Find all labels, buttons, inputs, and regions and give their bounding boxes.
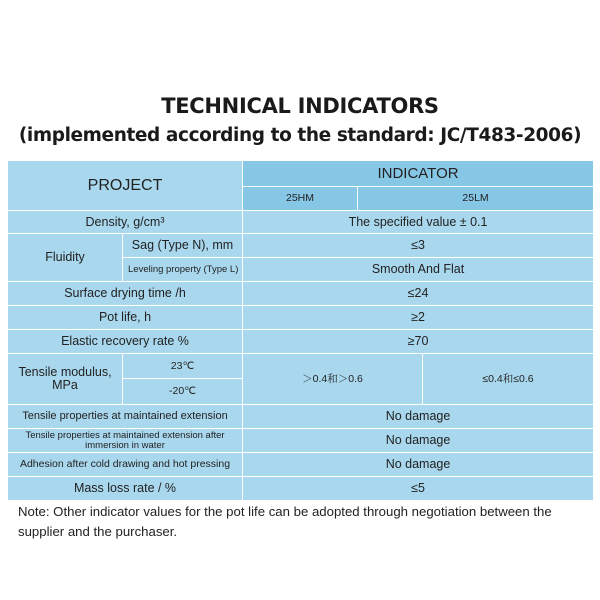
page-subtitle: (implemented according to the standard: JC/T483-2006): [18, 125, 582, 146]
grade-25lm: 25LM: [358, 187, 594, 211]
table-row: [8, 234, 594, 258]
surface-drying-label: Surface drying time /h: [8, 282, 243, 306]
mass-loss-label: Mass loss rate / %: [8, 477, 243, 501]
density-value: The specified value ± 0.1: [243, 211, 594, 234]
pot-life-label: Pot life, h: [8, 306, 243, 330]
adhesion-label: Adhesion after cold drawing and hot pressing: [8, 453, 243, 477]
elastic-recovery-value: ≥70: [243, 330, 594, 354]
temp-23-label: 23℃: [123, 354, 243, 379]
page-title: TECHNICAL INDICATORS: [161, 94, 439, 118]
grade-25hm: 25HM: [243, 187, 358, 211]
table-header-row: [8, 161, 594, 187]
after-immersion-label: Tensile properties at maintained extension after immersion in water: [8, 429, 243, 453]
leveling-value: Smooth And Flat: [243, 258, 594, 282]
after-immersion-value: No damage: [243, 429, 594, 453]
table-row: [8, 405, 594, 429]
adhesion-value: No damage: [243, 453, 594, 477]
mass-loss-value: ≤5: [243, 477, 594, 501]
table-row: [8, 282, 594, 306]
table-row: [8, 477, 594, 501]
project-header: PROJECT: [8, 161, 243, 211]
tensile-modulus-lm-value: ≤0.4和≤0.6: [423, 354, 594, 405]
table-row: [8, 330, 594, 354]
footnote: Note: Other indicator values for the pot life can be adopted through negotiation between the supplier and the purchaser.: [18, 504, 552, 539]
elastic-recovery-label: Elastic recovery rate %: [8, 330, 243, 354]
table-row: [8, 354, 594, 379]
indicator-header: INDICATOR: [243, 161, 594, 187]
maintained-extension-label: Tensile properties at maintained extension: [8, 405, 243, 429]
table-row: [8, 306, 594, 330]
density-label: Density, g/cm³: [8, 211, 243, 234]
tensile-modulus-hm-value: ＞0.4和＞0.6: [243, 354, 423, 405]
technical-indicators-table: [7, 160, 594, 501]
table-row: [8, 429, 594, 453]
tensile-modulus-label: Tensile modulus, MPa: [8, 354, 123, 405]
leveling-label: Leveling property (Type L): [123, 258, 243, 282]
temp-minus20-label: -20℃: [123, 379, 243, 405]
table-row: [8, 211, 594, 234]
fluidity-label: Fluidity: [8, 234, 123, 282]
maintained-extension-value: No damage: [243, 405, 594, 429]
sag-label: Sag (Type N), mm: [123, 234, 243, 258]
surface-drying-value: ≤24: [243, 282, 594, 306]
sag-value: ≤3: [243, 234, 594, 258]
pot-life-value: ≥2: [243, 306, 594, 330]
table-row: [8, 453, 594, 477]
